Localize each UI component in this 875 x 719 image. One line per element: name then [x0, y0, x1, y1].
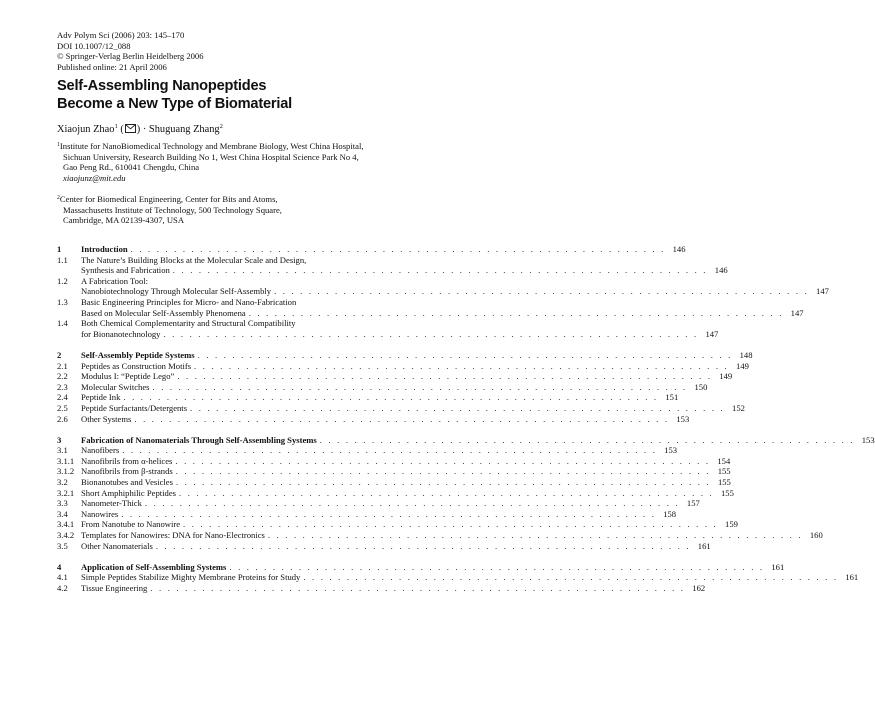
title-line-1: Self-Assembling Nanopeptides [57, 78, 267, 94]
toc-page-number: 152 [732, 402, 745, 413]
toc-section-number: 2.6 [57, 413, 68, 424]
toc-page-number: 161 [845, 572, 859, 583]
toc-section-number: 2 [57, 349, 62, 360]
toc-section-number: 2.5 [57, 402, 68, 413]
affiliation-marker: 2 [219, 123, 223, 130]
toc-entry[interactable] [57, 381, 708, 393]
toc-section-title: Peptides as Construction Motifs [81, 360, 192, 371]
toc-entry[interactable] [57, 583, 706, 594]
toc-entry[interactable] [57, 360, 749, 372]
paper-title [57, 78, 292, 113]
toc-entry[interactable] [57, 561, 785, 573]
toc-section-number: 3 [57, 434, 62, 445]
toc-page-number: 160 [809, 530, 823, 541]
dot-leader: . . . . . . . . . . . . . . . . . . . . . . . . . . . . . . . . . . . . . . . . . . . . . . . . . . . . . . . . . . . . . . [122, 445, 658, 456]
toc-section-title: Simple Peptides Stabilize Mighty Membrane Proteins for Study [81, 572, 301, 583]
toc-entry[interactable] [57, 371, 733, 382]
toc-section-title: The Nature’s Building Blocks at the Molecular Scale and Design, [81, 254, 307, 265]
toc-section-title: Tissue Engineering [81, 583, 148, 593]
toc-section-title: Application of Self-Assembling Systems [81, 561, 227, 572]
published-date: Published online: 21 April 2006 [57, 61, 167, 72]
dot-leader: . . . . . . . . . . . . . . . . . . . . . . . . . . . . . . . . . . . . . . . . . . . . . . . . . . . . . . . . . . . . . . [319, 434, 855, 445]
toc-section-number: 3.1.1 [57, 455, 75, 466]
toc-entry[interactable] [57, 445, 678, 456]
affiliation-marker: 1 [114, 123, 118, 130]
toc-section-number: 4.1 [57, 572, 68, 583]
toc-page-number: 155 [720, 487, 734, 498]
toc-section-number: 1.3 [57, 296, 68, 307]
toc-entry[interactable] [57, 392, 679, 403]
dot-leader: . . . . . . . . . . . . . . . . . . . . . . . . . . . . . . . . . . . . . . . . . . . . . . . . . . . . . . . . . . . . . . [121, 508, 657, 519]
toc-page-number: 150 [694, 381, 708, 392]
toc-section-title: Other Nanomaterials [81, 540, 153, 551]
toc-page-number: 147 [816, 286, 829, 297]
toc-section-number: 2.1 [57, 360, 68, 371]
toc-page-number: 146 [714, 265, 728, 276]
dot-leader: . . . . . . . . . . . . . . . . . . . . . . . . . . . . . . . . . . . . . . . . . . . . . . . . . . . . . . . . . . . . . . [190, 402, 725, 413]
toc-section-title: Synthesis and Fabrication [81, 265, 170, 276]
toc-page-number: 155 [717, 466, 731, 477]
affiliation-line: Sichuan University, Research Building No 1, West China Hospital Science Park No 4, [63, 151, 359, 162]
envelope-icon [125, 124, 136, 133]
toc-section-title: Nanobiotechnology Through Molecular Self-Assembly [81, 286, 272, 297]
toc-section-number: 3.2 [57, 477, 68, 488]
affiliation-line: Gao Peng Rd., 610041 Chengdu, China [63, 162, 200, 173]
dot-leader: . . . . . . . . . . . . . . . . . . . . . . . . . . . . . . . . . . . . . . . . . . . . . . . . . . . . . . . . . . . . . . [267, 530, 803, 541]
toc-section-number: 3.2.1 [57, 487, 75, 498]
toc-page-number: 146 [672, 244, 686, 254]
toc-page-number: 154 [717, 455, 731, 466]
affiliation-line: Massachusetts Institute of Technology, 500 Technology Square, [63, 204, 282, 215]
toc-entry[interactable] [57, 530, 823, 541]
toc-entry[interactable] [57, 275, 829, 297]
toc-page-number: 161 [771, 561, 785, 572]
toc-section-number: 3.4.1 [57, 519, 75, 530]
doi: DOI 10.1007/12_088 [57, 40, 131, 51]
toc-page-number: 158 [663, 508, 677, 519]
toc-page-number: 149 [736, 360, 749, 371]
toc-section-number: 3.3 [57, 498, 68, 509]
toc-entry[interactable] [57, 318, 719, 339]
toc-section-title: Peptide Surfactants/Detergents [81, 402, 188, 413]
dot-leader: . . . . . . . . . . . . . . . . . . . . . . . . . . . . . . . . . . . . . . . . . . . . . . . . . . . . . . . . . . . . . . [179, 487, 714, 498]
toc-entry[interactable] [57, 477, 731, 488]
toc-entry[interactable] [57, 402, 745, 414]
dot-leader: . . . . . . . . . . . . . . . . . . . . . . . . . . . . . . . . . . . . . . . . . . . . . . . . . . . . . . . . . . . . . . [130, 244, 666, 254]
toc-page-number: 161 [697, 540, 711, 551]
toc-entry[interactable] [57, 254, 728, 276]
dot-leader: . . . . . . . . . . . . . . . . . . . . . . . . . . . . . . . . . . . . . . . . . . . . . . . . . . . . . . . . . . . . . . [194, 360, 729, 371]
toc-section-title: Molecular Switches [81, 381, 150, 392]
affiliation-number: 1 [57, 142, 60, 148]
toc-section-title: Based on Molecular Self-Assembly Phenomena [81, 307, 246, 318]
toc-section-title: Nanofibers [81, 445, 120, 456]
toc-section-title: Nanofibrils from β-strands [81, 466, 173, 477]
toc-section-title: Templates for Nanowires: DNA for Nano-Electronics [81, 530, 265, 541]
toc-section-title: Modulus I: “Peptide Lego” [81, 371, 175, 382]
toc-page-number: 162 [692, 583, 706, 593]
toc-entry[interactable] [57, 519, 738, 530]
toc-section-number: 1.4 [57, 318, 68, 329]
affiliation-number: 2 [57, 195, 60, 201]
toc-page-number: 157 [686, 498, 700, 509]
toc-section-title: Nanofibrils from α-helices [81, 455, 173, 466]
toc-entry[interactable] [57, 508, 677, 520]
toc-page-number: 151 [665, 392, 679, 403]
toc-section-number: 2.2 [57, 371, 68, 382]
copyright: © Springer-Verlag Berlin Heidelberg 2006 [57, 51, 204, 62]
toc-section-number: 2.4 [57, 392, 68, 403]
dot-leader: . . . . . . . . . . . . . . . . . . . . . . . . . . . . . . . . . . . . . . . . . . . . . . . . . . . . . . . . . . . . . . [175, 466, 711, 477]
toc-section-title: Short Amphiphilic Peptides [81, 487, 177, 498]
dot-leader: . . . . . . . . . . . . . . . . . . . . . . . . . . . . . . . . . . . . . . . . . . . . . . . . . . . . . . . . . . . . . . [163, 328, 699, 339]
toc-entry[interactable] [57, 466, 731, 477]
author-name: Shuguang Zhang [148, 124, 220, 135]
author-separator: · [140, 124, 149, 135]
toc-section-number: 3.4 [57, 508, 68, 519]
dot-leader: . . . . . . . . . . . . . . . . . . . . . . . . . . . . . . . . . . . . . . . . . . . . . . . . . . . . . . . . . . . . . . [134, 413, 670, 424]
toc-section-number: 3.1 [57, 445, 68, 456]
toc-section-number: 1.2 [57, 275, 68, 286]
toc-section-number: 3.4.2 [57, 530, 75, 541]
toc-entry[interactable] [57, 487, 734, 499]
toc-section-title: Self-Assembly Peptide Systems [81, 349, 195, 360]
toc-section-number: 4.2 [57, 583, 68, 593]
dot-leader: . . . . . . . . . . . . . . . . . . . . . . . . . . . . . . . . . . . . . . . . . . . . . . . . . . . . . . . . . . . . . . [144, 498, 680, 509]
dot-leader: . . . . . . . . . . . . . . . . . . . . . . . . . . . . . . . . . . . . . . . . . . . . . . . . . . . . . . . . . . . . . . [197, 349, 733, 360]
dot-leader: . . . . . . . . . . . . . . . . . . . . . . . . . . . . . . . . . . . . . . . . . . . . . . . . . . . . . . . . . . . . . . [175, 477, 711, 488]
toc-entry[interactable] [57, 349, 753, 361]
toc-section-title: Other Systems [81, 413, 132, 424]
dot-leader: . . . . . . . . . . . . . . . . . . . . . . . . . . . . . . . . . . . . . . . . . . . . . . . . . . . . . . . . . . . . . . [155, 540, 691, 551]
dot-leader: . . . . . . . . . . . . . . . . . . . . . . . . . . . . . . . . . . . . . . . . . . . . . . . . . . . . . . . . . . . . . . [150, 583, 686, 593]
toc-entry[interactable] [57, 572, 859, 583]
dot-leader: . . . . . . . . . . . . . . . . . . . . . . . . . . . . . . . . . . . . . . . . . . . . . . . . . . . . . . . . . . . . . . [303, 572, 839, 583]
affiliation-2 [57, 194, 282, 226]
dot-leader: . . . . . . . . . . . . . . . . . . . . . . . . . . . . . . . . . . . . . . . . . . . . . . . . . . . . . . . . . . . . . . [229, 561, 765, 572]
toc-entry[interactable] [57, 413, 690, 425]
toc-page-number: 159 [725, 519, 738, 530]
dot-leader: . . . . . . . . . . . . . . . . . . . . . . . . . . . . . . . . . . . . . . . . . . . . . . . . . . . . . . . . . . . . . . [248, 307, 784, 318]
toc-section-title: Basic Engineering Principles for Micro- and Nano-Fabrication [81, 296, 297, 307]
toc-section-number: 3.5 [57, 540, 68, 551]
journal-citation: Adv Polym Sci (2006) 203: 145–170 [57, 30, 185, 40]
toc-section-number: 2.3 [57, 381, 68, 392]
toc-entry[interactable] [57, 434, 875, 446]
toc-section-number: 3.1.2 [57, 466, 75, 477]
toc-entry[interactable] [57, 455, 731, 467]
toc-page-number: 148 [739, 349, 753, 360]
dot-leader: . . . . . . . . . . . . . . . . . . . . . . . . . . . . . . . . . . . . . . . . . . . . . . . . . . . . . . . . . . . . . . [274, 286, 809, 297]
toc-section-title: for Bionanotechnology [81, 328, 161, 339]
author-email[interactable]: xiaojunz@mit.edu [63, 172, 126, 183]
toc-page-number: 147 [705, 328, 719, 339]
affiliation-line: Institute for NanoBiomedical Technology and Membrane Biology, West China Hospital, [59, 141, 364, 151]
toc-page-number: 153 [676, 413, 690, 424]
dot-leader: . . . . . . . . . . . . . . . . . . . . . . . . . . . . . . . . . . . . . . . . . . . . . . . . . . . . . . . . . . . . . . [183, 519, 718, 530]
toc-page-number: 149 [719, 371, 733, 382]
toc-entry[interactable] [57, 244, 686, 255]
toc-entry[interactable] [57, 540, 711, 552]
dot-leader: . . . . . . . . . . . . . . . . . . . . . . . . . . . . . . . . . . . . . . . . . . . . . . . . . . . . . . . . . . . . . . [172, 265, 708, 276]
dot-leader: . . . . . . . . . . . . . . . . . . . . . . . . . . . . . . . . . . . . . . . . . . . . . . . . . . . . . . . . . . . . . . [123, 392, 659, 403]
toc-section-title: From Nanotube to Nanowire [81, 519, 181, 530]
author-name: Xiaojun Zhao [57, 124, 115, 135]
toc-section-number: 4 [57, 561, 62, 572]
publication-header [57, 30, 204, 72]
toc-section-number: 1.1 [57, 254, 68, 265]
affiliation-line: Center for Biomedical Engineering, Center for Bits and Atoms, [59, 194, 278, 204]
toc-section-number: 1 [57, 244, 62, 254]
toc-section-title: Nanowires [81, 508, 119, 519]
dot-leader: . . . . . . . . . . . . . . . . . . . . . . . . . . . . . . . . . . . . . . . . . . . . . . . . . . . . . . . . . . . . . . [152, 381, 688, 392]
toc-entry[interactable] [57, 296, 804, 318]
toc-section-title: Peptide Ink [81, 392, 121, 403]
toc-entry[interactable] [57, 498, 700, 509]
toc-section-title: Bionanotubes and Vesicles [81, 477, 173, 488]
toc-page-number: 153 [664, 445, 678, 456]
dot-leader: . . . . . . . . . . . . . . . . . . . . . . . . . . . . . . . . . . . . . . . . . . . . . . . . . . . . . . . . . . . . . . [175, 455, 711, 466]
table-of-contents [57, 244, 875, 594]
toc-section-title: Fabrication of Nanomaterials Through Self-Assembling Systems [81, 434, 317, 445]
toc-page-number: 153 [861, 434, 875, 445]
dot-leader: . . . . . . . . . . . . . . . . . . . . . . . . . . . . . . . . . . . . . . . . . . . . . . . . . . . . . . . . . . . . . . [177, 371, 713, 382]
toc-page-number: 147 [790, 307, 804, 318]
affiliation-line: Cambridge, MA 02139-4307, USA [63, 215, 185, 226]
toc-section-title: Nanometer-Thick [81, 498, 142, 509]
toc-section-title: A Fabrication Tool: [81, 275, 149, 286]
toc-section-title: Introduction [81, 244, 128, 254]
affiliation-1 [57, 141, 363, 183]
toc-page-number: 155 [717, 477, 731, 488]
author-list: Xiaojun Zhao$^1$ ( ) · Shuguang Zhang$^2$ [57, 123, 223, 135]
toc-section-title: Both Chemical Complementarity and Structural Compatibility [81, 318, 296, 329]
title-line-2: Become a New Type of Biomaterial [57, 95, 293, 112]
